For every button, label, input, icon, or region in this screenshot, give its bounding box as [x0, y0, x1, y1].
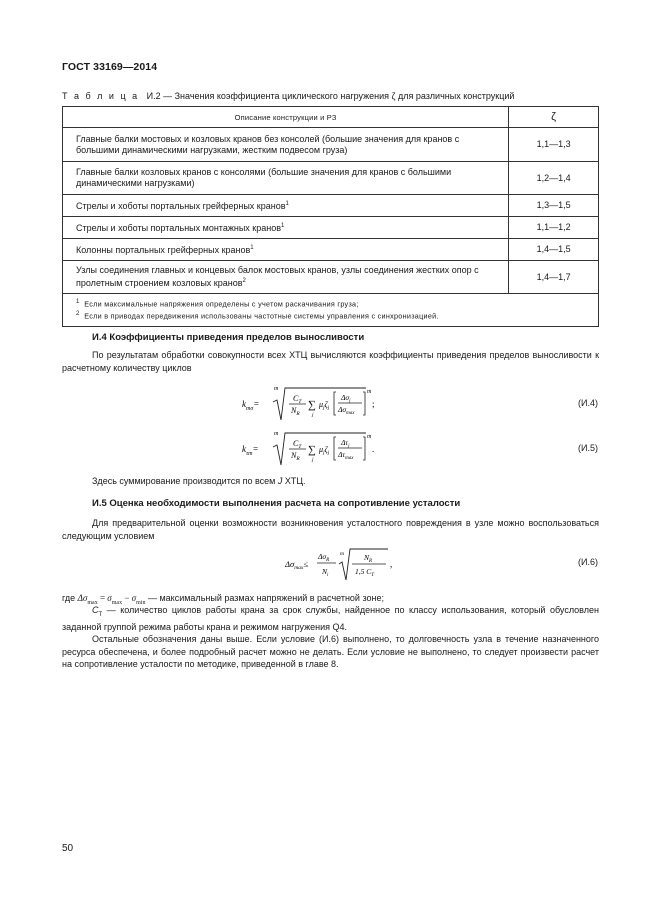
column-header-description: Описание конструкции и РЗ [63, 107, 509, 128]
coefficient-table [62, 106, 599, 327]
formula-nr: $N_R$ [291, 406, 300, 417]
formula-number-i5: (И.5) [578, 443, 598, 453]
formula-i6 [284, 546, 396, 584]
table-row [63, 128, 599, 162]
formula-i5 [240, 427, 380, 471]
ratio-denominator: $\Delta\sigma_{max}$ [338, 405, 355, 416]
section-heading-i5: И.5 Оценка необходимости выполнения расчета на сопротивление усталости [92, 498, 461, 509]
formula-denominator: $N_i$ [322, 567, 329, 578]
table-row [63, 217, 599, 239]
footnote-mark: 1 [285, 201, 289, 207]
root-numerator: $N_R$ [364, 553, 373, 564]
column-header-zeta: ζ [509, 107, 599, 128]
formula-lhs: $k_{m\sigma}=$ [242, 399, 260, 412]
formula-ct: $C_T$ [293, 439, 302, 450]
formula-ct: $C_T$ [293, 394, 302, 405]
table-row [63, 195, 599, 217]
table-header-row [63, 107, 599, 128]
row-value: 1,2—1,4 [509, 162, 599, 195]
section-i5-intro: Для предварительной оценки возможности возникновения усталостного повреждения в узле можно воспользоваться следующим условием [62, 518, 599, 541]
row-description: Главные балки мостовых и козловых кранов без консолей (большие значения для кранов с большими динамическими нагрузками, жестким подвесом груза) [63, 128, 509, 162]
row-value: 1,1—1,2 [509, 217, 599, 239]
table-caption [62, 91, 514, 101]
table-notes-row [63, 294, 599, 327]
table-caption-text: И.2 — Значения коэффициента циклического нагружения ζ для различных конструкций [146, 91, 515, 101]
table-row [63, 239, 599, 261]
formula-exponent: m [367, 389, 372, 395]
mu-zeta: $\mu_j\zeta_j$ [319, 445, 330, 456]
where-line-2: $C_T$ — количество циклов работы крана за срок службы, найденное по классу использования, который обусловлен заданной группой режима работы крана и режимом нагружения Q4. [62, 605, 599, 633]
formula-tail: , [390, 559, 393, 569]
formula-lhs: $k_{\tau m}=$ [242, 444, 259, 457]
formula-number-i6: (И.6) [578, 557, 598, 567]
table-note: $^1$ Если максимальные напряжения определены с учетом раскачивания груза; [76, 299, 359, 309]
section-i4-intro: По результатам обработки совокупности всех ХТЦ вычисляются коэффициенты приведения пределов выносливости к расчетному количеству циклов [62, 350, 599, 373]
row-value: 1,3—1,5 [509, 195, 599, 217]
summation-note: Здесь суммирование производится по всем J ХТЦ. [92, 476, 306, 486]
formula-root-index: m [274, 386, 279, 392]
bracket-right [363, 392, 365, 415]
sum-sign: ∑ [308, 399, 316, 411]
bracket-left [334, 392, 336, 415]
sum-index: j [312, 457, 314, 463]
table-notes [63, 294, 599, 327]
row-value: 1,1—1,3 [509, 128, 599, 162]
sum-sign: ∑ [308, 444, 316, 456]
formula-i4 [240, 382, 380, 426]
footnote-mark: 2 [242, 278, 246, 284]
page-number: 50 [62, 843, 74, 854]
row-value: 1,4—1,5 [509, 239, 599, 261]
row-description: Главные балки козловых кранов с консолями (большие значения для кранов с большими динамическими нагрузками) [63, 162, 509, 195]
formula-tail: . [372, 444, 375, 454]
formula-root-index: m [340, 551, 344, 557]
formula-nr: $N_R$ [291, 451, 300, 462]
row-description: Колонны портальных грейферных кранов$^1$ [63, 239, 509, 261]
table-row [63, 261, 599, 294]
section-heading-i4: И.4 Коэффициенты приведения пределов выносливости [92, 332, 365, 343]
ratio-numerator: $\Delta\sigma_j$ [341, 393, 351, 404]
footnote-mark: 1 [250, 245, 254, 251]
formula-number-i4: (И.4) [578, 398, 598, 408]
formula-numerator: $\Delta\sigma_R$ [318, 552, 330, 563]
footnote-mark: 1 [281, 223, 285, 229]
ratio-numerator: $\Delta\tau_j$ [341, 438, 350, 449]
formula-lhs: $\Delta\sigma_{max}\le$ [285, 559, 309, 571]
final-paragraph: Остальные обозначения даны выше. Если условие (И.6) выполнено, то долговечность узла в течение назначенного ресурса обеспечена, и более подробный расчет можно не делать. Если условие не выполнено, то следует произвести расчет на сопротивление усталости по методике, приведенной в главе 8. [62, 634, 599, 669]
formula-exponent: m [367, 434, 372, 440]
formula-root-index: m [274, 431, 279, 437]
ratio-denominator: $\Delta\tau_{max}$ [338, 450, 354, 461]
row-description: Узлы соединения главных и концевых балок мостовых кранов, узлы соединения жестких опор с пролетным строением козловых кранов$^2$ [63, 261, 509, 294]
row-description: Стрелы и хоботы портальных грейферных кранов$^1$ [63, 195, 509, 217]
mu-zeta: $\mu_j\zeta_j$ [319, 400, 330, 411]
formula-tail: ; [372, 399, 375, 409]
row-description: Стрелы и хоботы портальных монтажных кранов$^1$ [63, 217, 509, 239]
where-formula: $\Delta\sigma_{max} = \sigma_{max} - \sigma_{min}$ [77, 593, 146, 606]
table-note: $^2$ Если в приводах передвижения использованы частотные системы управления с синхронизацией. [76, 311, 439, 321]
row-value: 1,4—1,7 [509, 261, 599, 294]
document-header: ГОСТ 33169—2014 [62, 61, 158, 73]
bracket-left [334, 437, 336, 460]
sum-index: j [312, 412, 314, 418]
where-line-1: где $\Delta\sigma_{max} = \sigma_{max} - \sigma_{min}$ — максимальный размах напряжений в расчетной зоне; [62, 593, 384, 606]
table-row [63, 162, 599, 195]
root-denominator: 1,5 $C_T$ [355, 567, 375, 578]
bracket-right [363, 437, 365, 460]
table-caption-prefix: Т а б л и ц а [62, 91, 140, 101]
